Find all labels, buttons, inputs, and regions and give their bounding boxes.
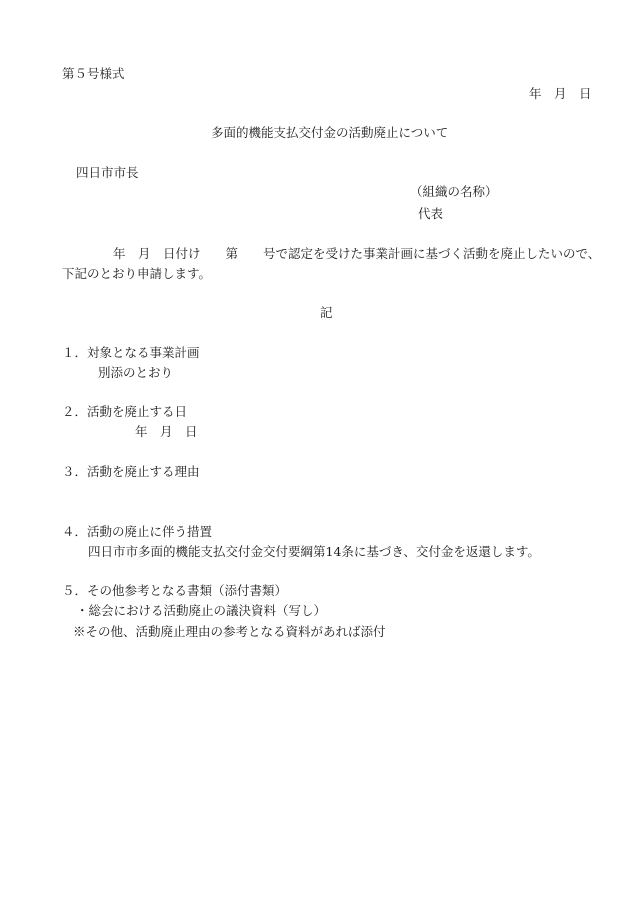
ki-heading: 記 — [320, 305, 333, 320]
date-line: 年 月 日 — [529, 86, 592, 101]
form-number: 第５号様式 — [62, 66, 125, 81]
section-4-content: 四日市市多面的機能支払交付金交付要綱第14条に基づき、交付金を返還します。 — [88, 544, 540, 559]
representative-label: 代表 — [418, 206, 444, 221]
section-1-heading: １．対象となる事業計画 — [62, 345, 200, 360]
section-5-content: ・総会における活動廃止の議決資料（写し） — [76, 603, 327, 618]
section-3-heading: ３．活動を廃止する理由 — [62, 464, 200, 479]
section-4-heading: ４．活動の廃止に伴う措置 — [62, 524, 213, 539]
section-2-content: 年 月 日 — [135, 424, 198, 439]
addressee: 四日市市長 — [76, 165, 139, 180]
section-2-heading: ２．活動を廃止する日 — [62, 404, 188, 419]
section-5-heading: ５．その他参考となる書類（添付書類） — [62, 583, 288, 598]
document-title: 多面的機能支払交付金の活動廃止について — [211, 125, 449, 140]
body-line-2: 下記のとおり申請します。 — [62, 266, 212, 281]
body-line-1: 年 月 日付け 第 号で認定を受けた事業計画に基づく活動を廃止したいので、 — [113, 246, 601, 261]
organization-name-label: （組織の名称） — [410, 184, 498, 199]
section-1-content: 別添のとおり — [98, 365, 174, 380]
note: ※その他、活動廃止理由の参考となる資料があれば添付 — [73, 624, 386, 639]
